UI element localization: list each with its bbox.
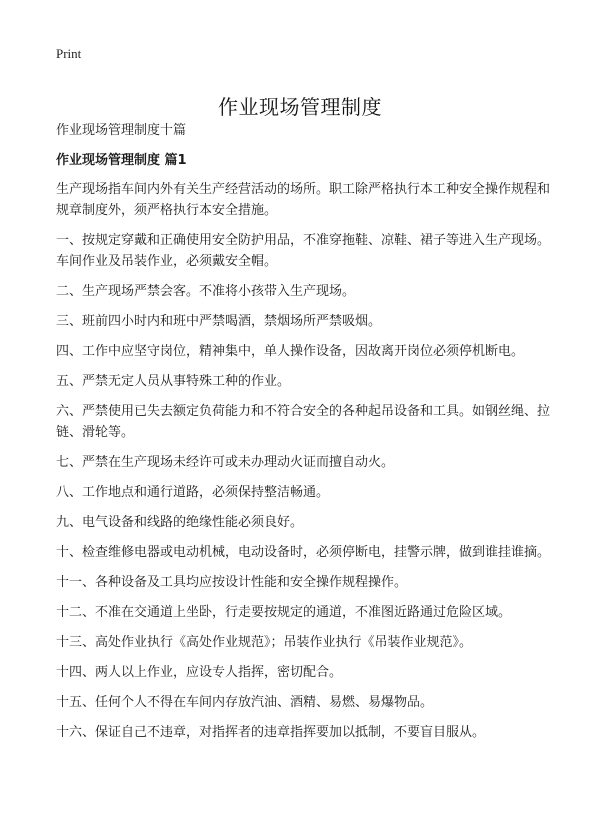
rule-item: 十四、两人以上作业，应设专人指挥，密切配合。 — [56, 665, 343, 680]
document-title: 作业现场管理制度 — [218, 95, 382, 120]
rule-item: 十五、任何个人不得在车间内存放汽油、酒精、易燃、易爆物品。 — [56, 695, 434, 710]
section-heading: 作业现场管理制度 篇1 — [56, 153, 187, 168]
intro-paragraph: 生产现场指车间内外有关生产经营活动的场所。职工除严格执行本工种安全操作规程和规章制度外，须严格执行本安全措施。 — [56, 182, 551, 218]
document-body — [56, 120, 556, 752]
rule-item: 一、按规定穿戴和正确使用安全防护用品，不准穿拖鞋、凉鞋、裙子等进入生产现场。车间作业及吊装作业，必须戴安全帽。 — [56, 233, 551, 269]
rule-item: 七、严禁在生产现场未经许可或未办理动火证而擅自动火。 — [56, 455, 395, 470]
rule-item: 三、班前四小时内和班中严禁喝酒，禁烟场所严禁吸烟。 — [56, 314, 382, 329]
rule-item: 五、严禁无定人员从事特殊工种的作业。 — [56, 374, 291, 389]
rule-item: 二、生产现场严禁会客。不准将小孩带入生产现场。 — [56, 284, 356, 299]
rule-item: 九、电气设备和线路的绝缘性能必须良好。 — [56, 515, 304, 530]
rule-item: 十三、高处作业执行《高处作业规范》；吊装作业执行《吊装作业规范》。 — [56, 635, 473, 650]
rule-item: 十六、保证自己不违章，对指挥者的违章指挥要加以抵制，不要盲目服从。 — [56, 725, 486, 740]
rule-item: 十二、不准在交通道上坐卧，行走要按规定的通道，不准图近路通过危险区域。 — [56, 605, 512, 620]
rule-item: 八、工作地点和通行道路，必须保持整洁畅通。 — [56, 485, 330, 500]
rule-item: 六、严禁使用已失去额定负荷能力和不符合安全的各种起吊设备和工具。如钢丝绳、拉链、滑轮等。 — [56, 404, 551, 440]
rule-item: 十、检查维修电器或电动机械，电动设备时，必须停断电，挂警示牌，做到谁挂谁摘。 — [56, 545, 551, 560]
rule-item: 十一、各种设备及工具均应按设计性能和安全操作规程操作。 — [56, 575, 408, 590]
print-label: Print — [56, 46, 82, 61]
rule-item: 四、工作中应坚守岗位，精神集中，单人操作设备，因故离开岗位必须停机断电。 — [56, 344, 525, 359]
document-subtitle: 作业现场管理制度十篇 — [56, 123, 187, 138]
